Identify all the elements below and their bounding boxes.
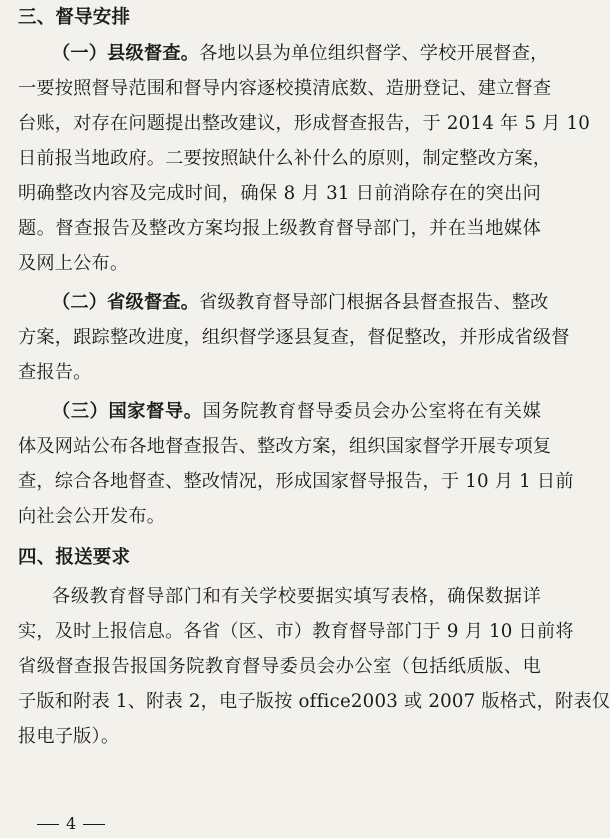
paragraph-line: 题。督查报告及整改方案均报上级教育督导部门，并在当地媒体 bbox=[18, 218, 541, 239]
paragraph-line: 实，及时上报信息。各省（区、市）教育督导部门于 9 月 10 日前将 bbox=[18, 621, 574, 642]
footer-dash-left bbox=[37, 824, 59, 825]
paragraph-line: 体及网站公布各地督查报告、整改方案，组织国家督学开展专项复 bbox=[18, 436, 552, 457]
paragraph-line: 明确整改内容及完成时间，确保 8 月 31 日前消除存在的突出问 bbox=[18, 183, 541, 204]
page-footer bbox=[30, 815, 112, 833]
paragraph-line: 报电子版）。 bbox=[18, 726, 120, 747]
paragraph-line: 台账，对存在问题提出整改建议，形成督查报告，于 2014 年 5 月 10 bbox=[18, 113, 590, 134]
paragraph-text: 各地以县为单位组织督学、学校开展督查， bbox=[199, 43, 549, 64]
paragraph-line: 省级督查报告报国务院教育督导委员会办公室（包括纸质版、电 bbox=[18, 656, 541, 677]
paragraph-line: 向社会公开发布。 bbox=[18, 506, 166, 527]
paragraph-line: 查报告。 bbox=[18, 362, 92, 383]
footer-dash-right bbox=[83, 824, 105, 825]
paragraph-line: 方案，跟踪整改进度，组织督学逐县复查，督促整改，并形成省级督 bbox=[18, 327, 570, 348]
subsection-label: （二）省级督查。 bbox=[52, 292, 200, 313]
paragraph-line bbox=[52, 394, 541, 429]
subsection-label: （一）县级督查。 bbox=[52, 43, 200, 64]
paragraph-line: 日前报当地政府。二要按照缺什么补什么的原则，制定整改方案， bbox=[18, 148, 552, 169]
page-number: 4 bbox=[66, 814, 77, 833]
subsection-label: （三）国家督导。 bbox=[52, 401, 203, 422]
paragraph-text: 省级教育督导部门根据各县督查报告、整改 bbox=[199, 292, 549, 313]
paragraph-line bbox=[52, 36, 549, 71]
section-heading: 四、报送要求 bbox=[18, 547, 131, 568]
paragraph-line: 一要按照督导范围和督导内容逐校摸清底数、造册登记、建立督查 bbox=[18, 78, 552, 99]
paragraph-text: 国务院教育督导委员会办公室将在有关媒 bbox=[202, 401, 541, 422]
paragraph-line bbox=[52, 285, 549, 320]
paragraph-line: 子版和附表 1、附表 2，电子版按 office2003 或 2007 版格式，附表仅 bbox=[18, 691, 610, 712]
paragraph-line: 各级教育督导部门和有关学校要据实填写表格，确保数据详 bbox=[52, 586, 541, 607]
paragraph-line: 查，综合各地督查、整改情况，形成国家督导报告，于 10 月 1 日前 bbox=[18, 471, 574, 492]
section-heading: 三、督导安排 bbox=[18, 7, 131, 28]
paragraph-line: 及网上公布。 bbox=[18, 253, 129, 274]
